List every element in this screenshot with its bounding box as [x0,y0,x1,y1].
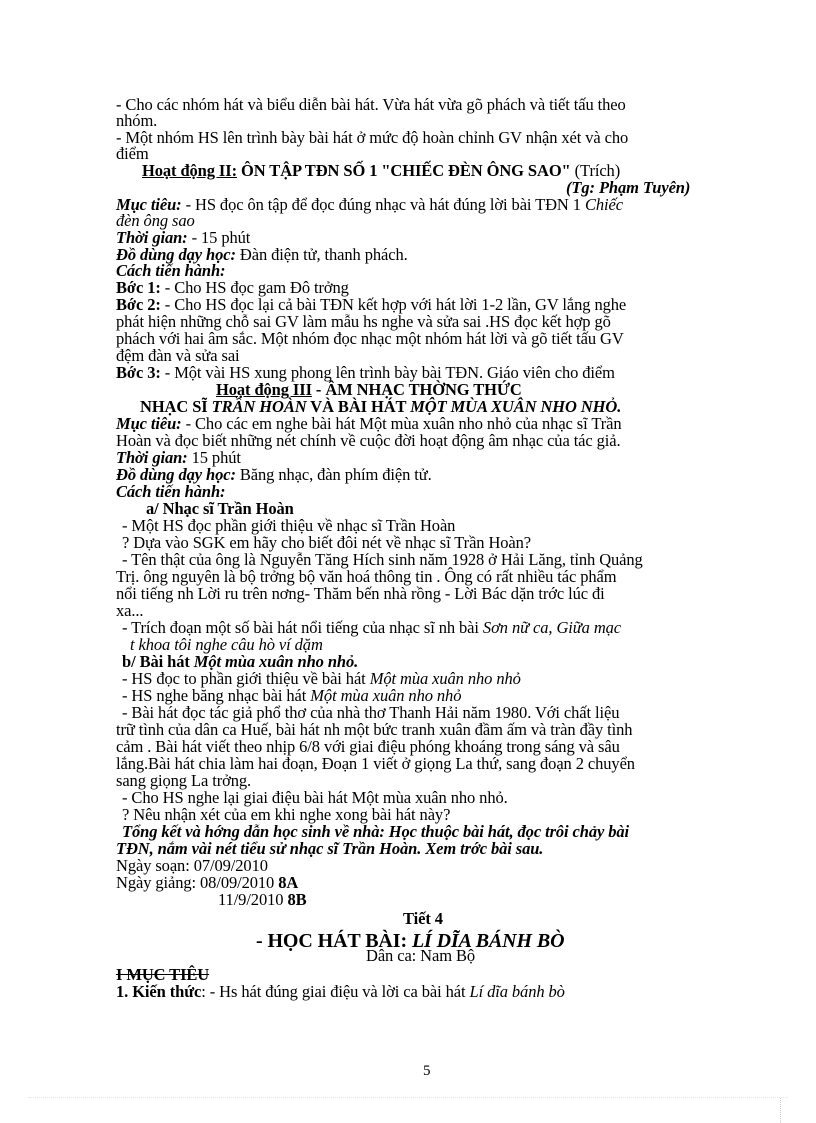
text-line: xa... [116,601,144,620]
text-line: - Một HS đọc phần giới thiệu về nhạc sĩ Trần Hoàn [122,516,456,535]
step-3: Bớc 3: - Một vài HS xung phong lên trình bày bài TĐN. Giáo viên cho điểm [116,363,615,382]
step-1: Bớc 1: - Cho HS đọc gam Đô trởng [116,278,349,297]
procedure-heading: Cách tiến hành: [116,482,226,501]
composer-note: (Tg: Phạm Tuyên) [566,178,691,197]
teach-date: Ngày giảng: 08/09/2010 8A [116,873,299,892]
footer-divider [28,1097,788,1098]
text-line: - Một nhóm HS lên trình bày bài hát ở mức độ hoàn chỉnh GV nhận xét và cho [116,128,629,147]
text-line: đèn ông sao [116,211,195,230]
text-line: - Cho HS nghe lại giai điệu bài hát Một mùa xuân nho nhỏ. [122,788,508,807]
section-a-heading: a/ Nhạc sĩ Trần Hoàn [146,499,294,518]
knowledge-line: 1. Kiến thức: - Hs hát đúng giai điệu và lời ca bài hát Lí dĩa bánh bò [116,982,565,1001]
objectives-heading: I MỤC TIÊU [116,965,210,984]
lesson-title: - HỌC HÁT BÀI: LÍ DĨA BÁNH BÒ [256,930,565,952]
time-line: Thời gian: 15 phút [116,448,241,467]
text-line: nhóm. [116,111,158,130]
text-line: nổi tiếng nh Lời ru trên nơng- Thăm bến nhà rồng - Lời Bác dặn trớc lúc đi [116,584,605,603]
materials-line: Đồ dùng dạy học: Đàn điện tử, thanh phách. [116,245,408,264]
activity-2-heading [142,163,620,179]
text-line: - Trích đoạn một số bài hát nổi tiếng của nhạc sĩ nh bài Sơn nữ ca, Giữa mạc [122,618,622,637]
text-line: - Bài hát đọc tác giả phổ thơ của nhà thơ Thanh Hải năm 1980. Với chất liệu [122,703,620,722]
activity-label: Hoạt động II: [142,161,237,180]
text-line: - HS nghe băng nhạc bài hát Một mùa xuân nho nhỏ [122,686,462,705]
text-line: - Cho các nhóm hát và biểu diễn bài hát. Vừa hát vừa gõ phách và tiết tấu theo [116,95,626,114]
page-number: 5 [423,1063,431,1079]
text-line: sang giọng La trởng. [116,771,252,790]
time-line: Thời gian: - 15 phút [116,228,251,247]
text-line: - HS đọc to phần giới thiệu về bài hát Một mùa xuân nho nhỏ [122,669,521,688]
text-line: phách với hai âm sắc. Một nhóm đọc nhạc một nhóm hát lời và gõ tiết tấu GV [116,329,624,348]
text-line: ? Dựa vào SGK em hãy cho biết đôi nét về nhạc sĩ Trần Hoàn? [122,533,532,552]
summary-line: TĐN, nắm vài nét tiểu sử nhạc sĩ Trần Hoàn. Xem trớc bài sau. [116,839,544,858]
procedure-heading: Cách tiến hành: [116,261,226,280]
text-line: Hoàn và đọc biết những nét chính về cuộc đời hoạt động âm nhạc của tác giả. [116,431,621,450]
text-line: phát hiện những chỗ sai GV làm mẫu hs nghe và sửa sai .HS đọc kết hợp gõ [116,312,611,331]
corner-mark [780,1098,781,1123]
text-line: cảm . Bài hát viết theo nhịp 6/8 với giai điệu phóng khoáng trong sáng và sâu [116,737,620,756]
text-line: lắng.Bài hát chia làm hai đoạn, Đoạn 1 viết ở giọng La thứ, sang đoạn 2 chuyển [116,754,635,773]
text-line: trữ tình của dân ca Huế, bài hát nh một bức tranh xuân đầm ấm và tràn đầy tình [116,720,633,739]
section-b-heading: b/ Bài hát Một mùa xuân nho nhỏ. [122,652,359,671]
objective-line: Mục tiêu: - Cho các em nghe bài hát Một mùa xuân nho nhỏ của nhạc sĩ Trần [116,414,622,433]
step-2: Bớc 2: - Cho HS đọc lại cả bài TĐN kết hợp với hát lời 1-2 lần, GV lắng nghe [116,295,627,314]
song-origin: Dân ca: Nam Bộ [366,946,476,965]
summary-line: Tổng kết và hớng dẫn học sinh về nhà: Học thuộc bài hát, đọc trôi chảy bài [122,822,630,841]
text-line: t khoa tôi nghe câu hò ví dặm [130,635,323,654]
lesson-number: Tiết 4 [403,909,443,928]
text-line: - Tên thật của ông là Nguyễn Tăng Hích sinh năm 1928 ở Hải Lăng, tỉnh Quảng [122,550,643,569]
materials-line: Đồ dùng dạy học: Băng nhạc, đàn phím điện tử. [116,465,432,484]
activity-title: ÔN TẬP TĐN SỐ 1 "CHIẾC ĐÈN ÔNG SAO" [236,161,571,180]
teach-date-2: 11/9/2010 8B [218,890,307,909]
text-line: ? Nêu nhận xét của em khi nghe xong bài hát này? [122,805,451,824]
activity-3-title: NHẠC SĨ TRẦN HOÀN VÀ BÀI HÁT MỘT MÙA XUÂN NHO NHỎ. [140,397,622,416]
prep-date: Ngày soạn: 07/09/2010 [116,856,268,875]
text-line: đệm đàn và sửa sai [116,346,240,365]
objective-line: Mục tiêu: - HS đọc ôn tập để đọc đúng nhạc và hát đúng lời bài TĐN 1 Chiếc [116,195,623,214]
text-line: Trị. ông nguyên là bộ trởng bộ văn hoá thông tin . Ông có rất nhiều tác phẩm [116,567,617,586]
text-line: điểm [116,144,149,163]
activity-3-heading: Hoạt động III - ÂM NHẠC THỜNG THỨC [216,380,522,399]
excerpt-note: (Trích) [570,161,621,180]
